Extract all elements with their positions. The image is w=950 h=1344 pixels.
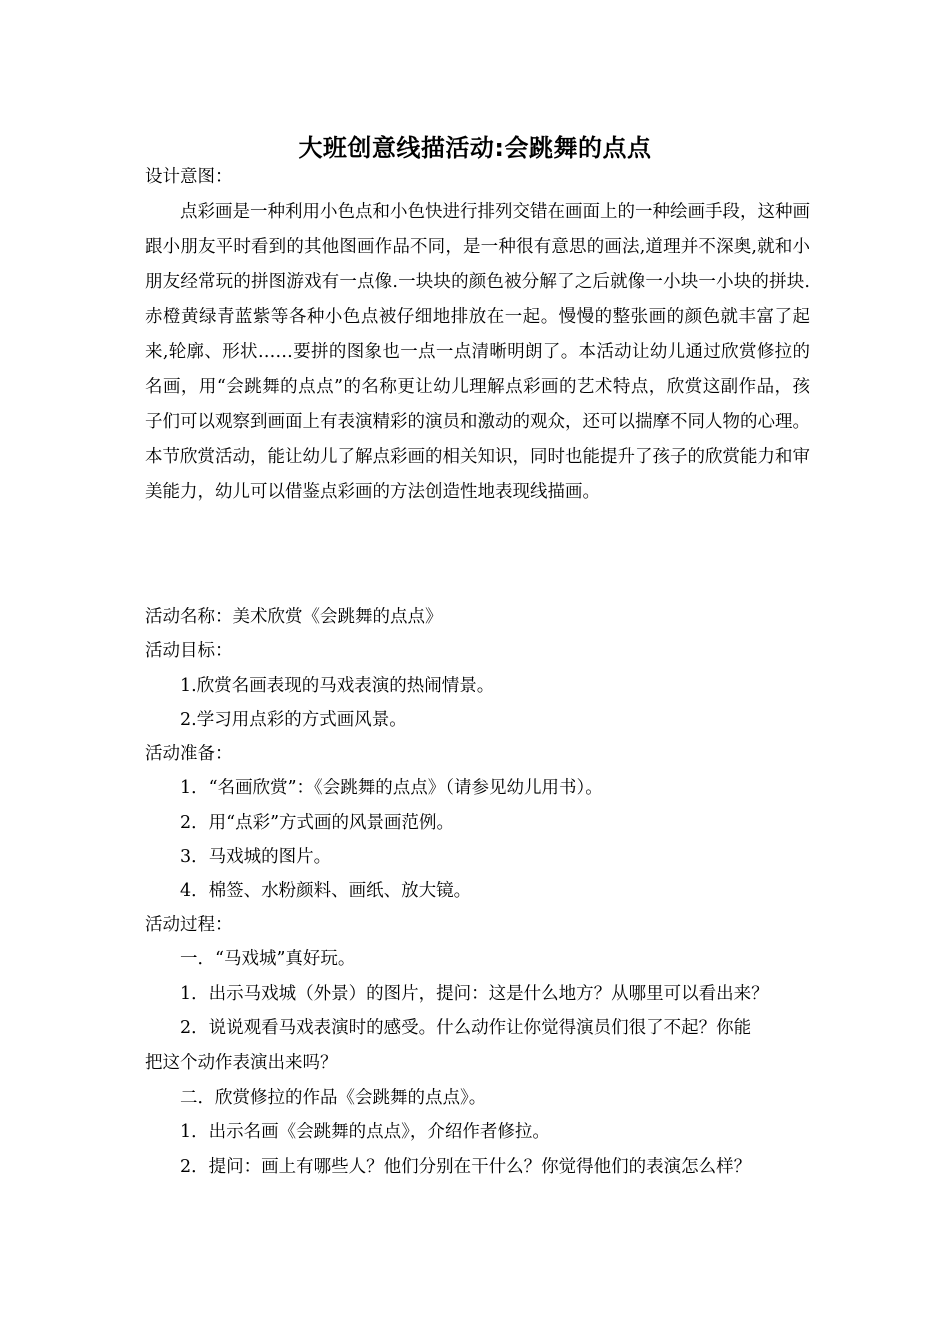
prep-item-1: 1．“名画欣赏”：《会跳舞的点点》（请参见幼儿用书）。: [180, 778, 603, 798]
section-1-heading: 一．“马戏城”真好玩。: [180, 949, 356, 969]
prep-item-4: 4．棉签、水粉颜料、画纸、放大镜。: [180, 881, 472, 901]
activity-name: 活动名称：美术欣赏《会跳舞的点点》: [145, 607, 443, 627]
design-intent-paragraph: 点彩画是一种利用小色点和小色快进行排列交错在画面上的一种绘画手段，这种画跟小朋友平时看到的其他图画作品不同，是一种很有意思的画法,道理并不深奥,就和小朋友经常玩的拼图游戏有一点像.一块块的颜色被分解了之后就像一小块一小块的拼块.赤橙黄绿青蓝紫等各种小色点被仔细地排放在一起。慢慢的整张画的颜色就丰富了起来,轮廓、形状……要拼的图象也一点一点清晰明朗了。本活动让幼儿通过欣赏修拉的名画，用“会跳舞的点点”的名称更让幼儿理解点彩画的艺术特点，欣赏这副作品，孩子们可以观察到画面上有表演精彩的演员和激动的观众，还可以揣摩不同人物的心理。本节欣赏活动，能让幼儿了解点彩画的相关知识，同时也能提升了孩子的欣赏能力和审美能力，幼儿可以借鉴点彩画的方法创造性地表现线描画。: [145, 202, 810, 502]
section-2-heading: 二．欣赏修拉的作品《会跳舞的点点》。: [180, 1088, 487, 1108]
goals-label: 活动目标：: [145, 641, 233, 661]
prep-label: 活动准备：: [145, 744, 233, 764]
section-1-item-2-cont: 把这个动作表演出来吗？: [145, 1053, 338, 1073]
goal-item-1: 1.欣赏名画表现的马戏表演的热闹情景。: [180, 676, 495, 696]
design-intent-body: [145, 195, 810, 510]
section-2-item-2: 2．提问：画上有哪些人？他们分别在干什么？你觉得他们的表演怎么样？: [180, 1157, 752, 1177]
goal-item-2: 2.学习用点彩的方式画风景。: [180, 710, 407, 730]
section-2-item-1: 1．出示名画《会跳舞的点点》，介绍作者修拉。: [180, 1122, 550, 1142]
section-1-item-2: 2．说说观看马戏表演时的感受。什么动作让你觉得演员们很了不起？你能: [180, 1018, 752, 1038]
process-label: 活动过程：: [145, 915, 233, 935]
prep-item-2: 2．用“点彩”方式画的风景画范例。: [180, 813, 455, 833]
document-title: 大班创意线描活动:会跳舞的点点: [298, 134, 652, 162]
design-intent-label: 设计意图：: [145, 167, 233, 187]
prep-item-3: 3．马戏城的图片。: [180, 847, 332, 867]
section-1-item-1: 1．出示马戏城（外景）的图片，提问：这是什么地方？从哪里可以看出来？: [180, 984, 769, 1004]
